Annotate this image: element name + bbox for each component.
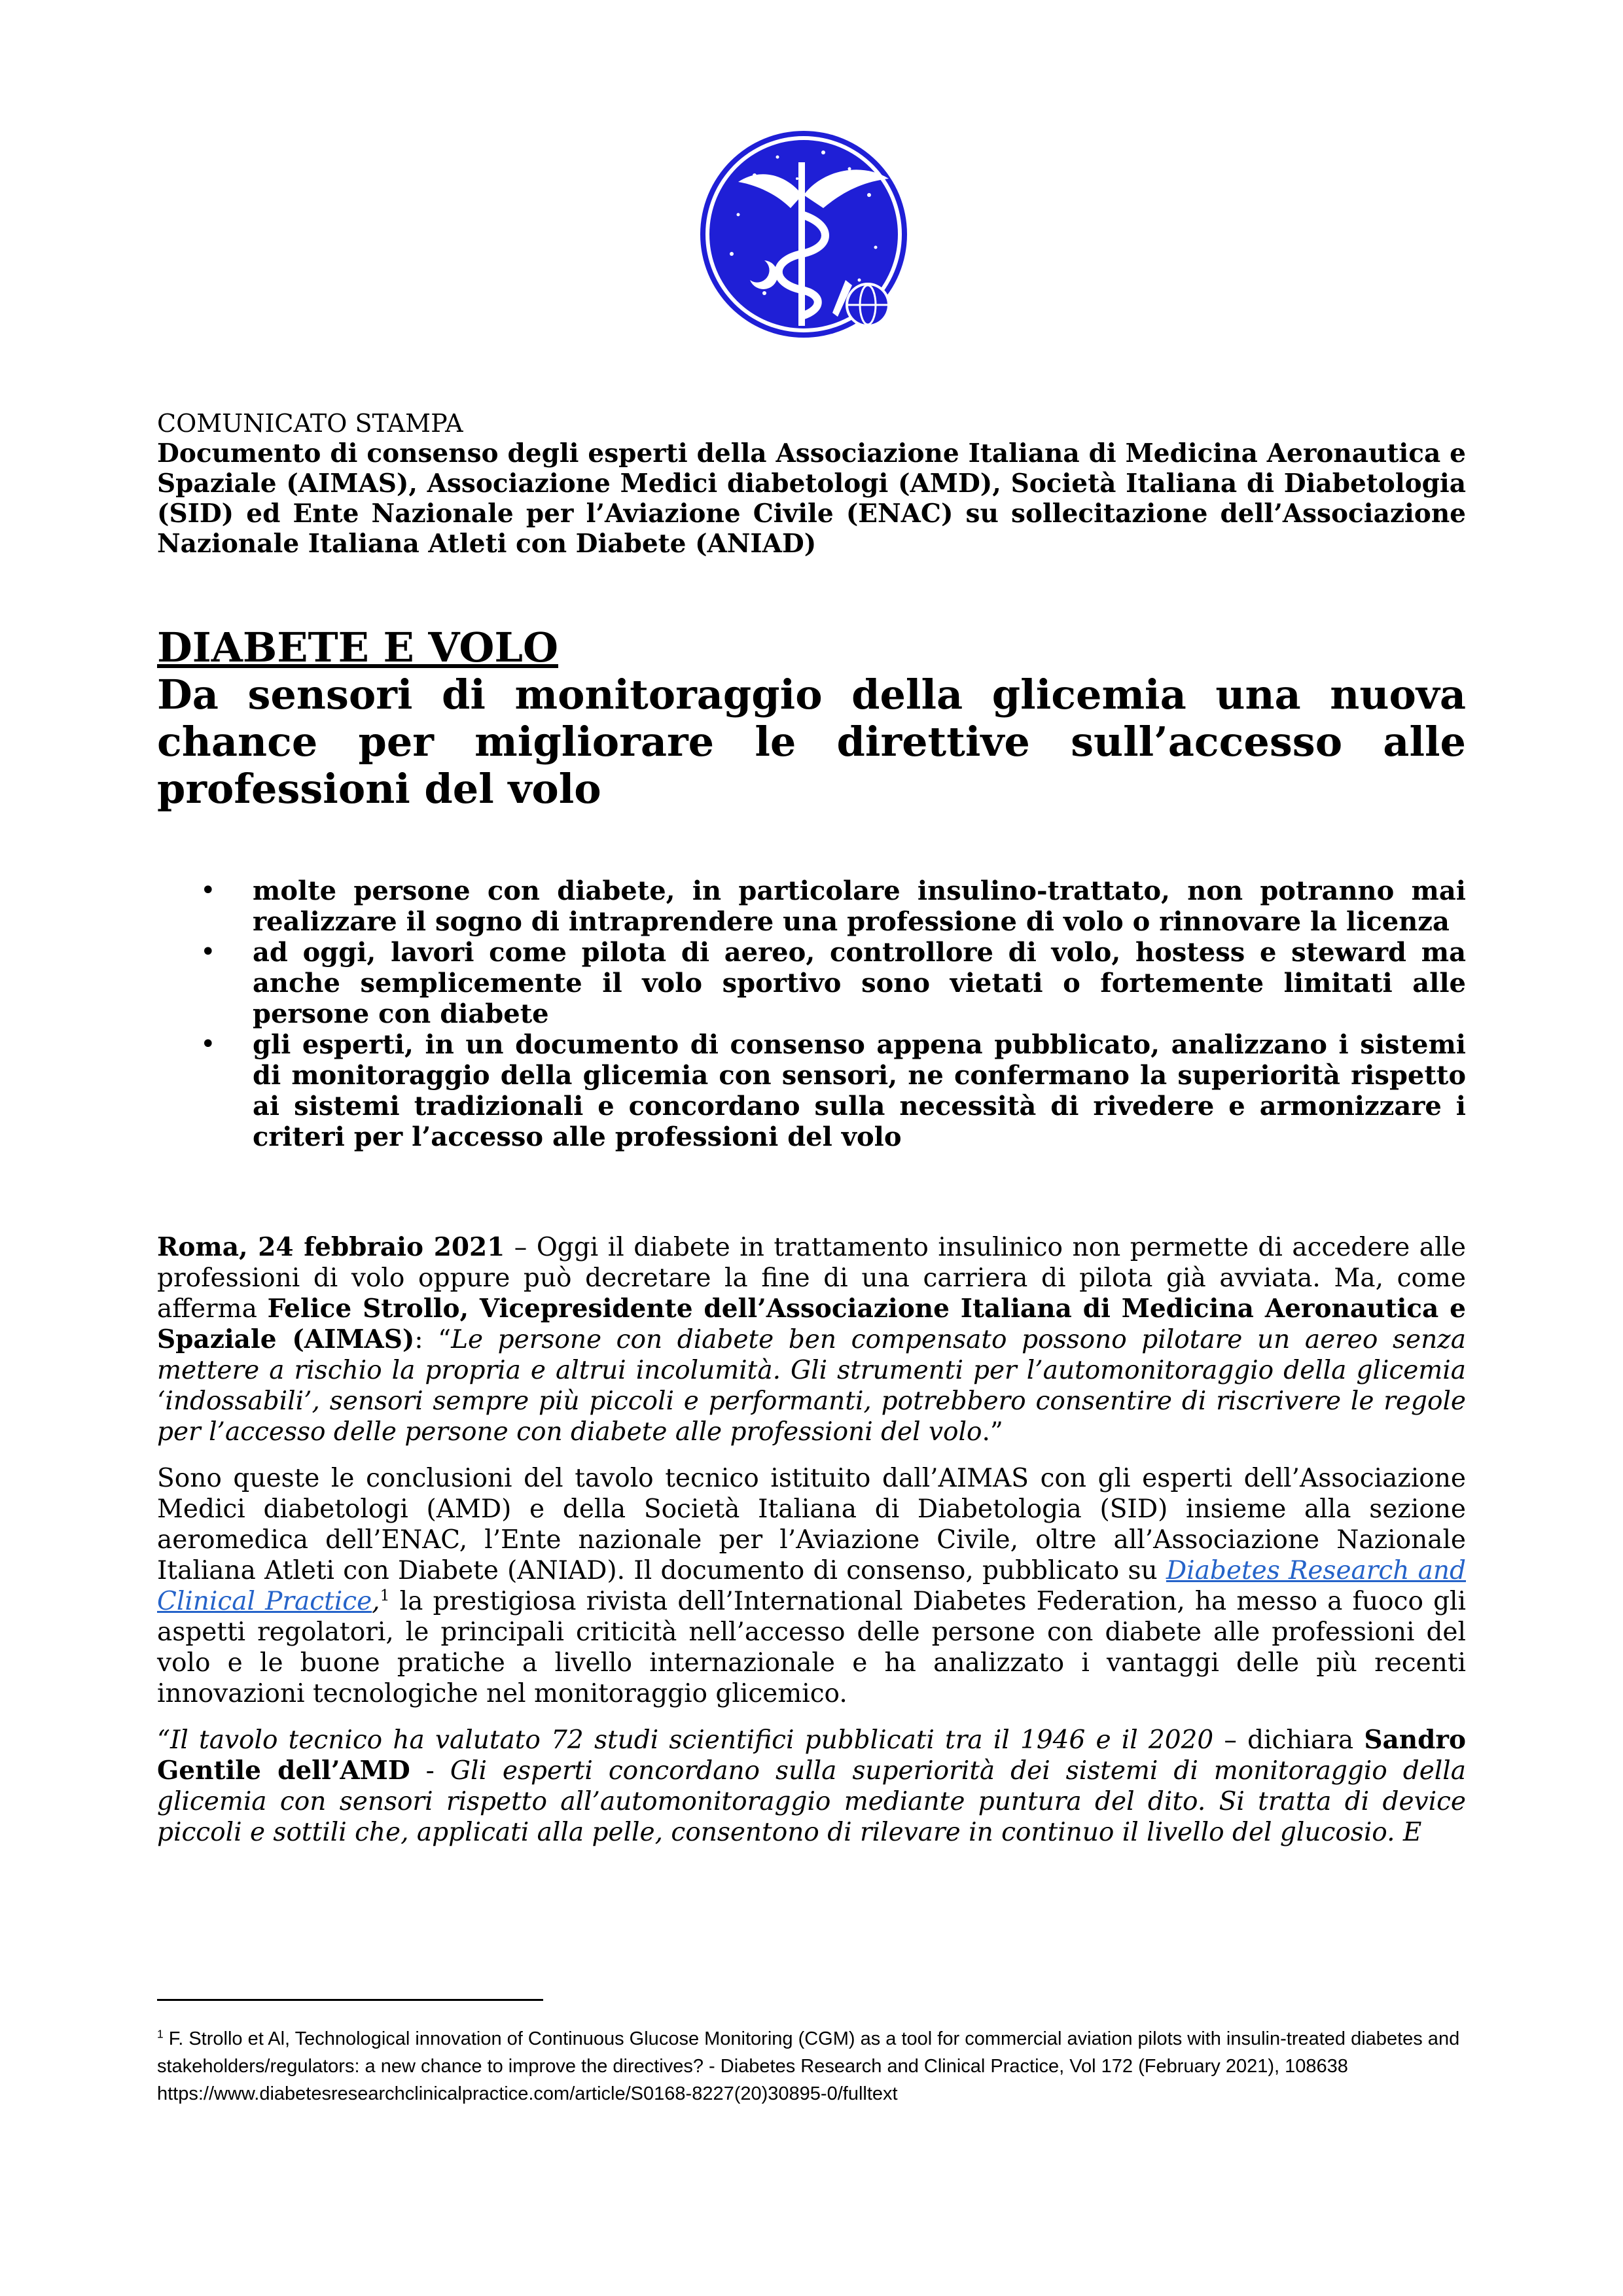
paragraph-text: - — [410, 1756, 450, 1786]
quote: “Il tavolo tecnico ha valutato 72 studi scientifici pubblicati tra il 1946 e il 2020 — [157, 1725, 1214, 1755]
paragraph-2 — [157, 1463, 1466, 1709]
speaker-name: Sandro Gentile dell’AMD — [157, 1725, 1466, 1786]
footnote — [157, 2025, 1466, 2108]
bullet-marker: • — [200, 1029, 216, 1059]
paragraph-text: – dichiara — [1213, 1725, 1364, 1755]
press-release-content — [157, 408, 1466, 1848]
footnote-text: F. Strollo et Al, Technological innovation of Continuous Glucose Monitoring (CGM) as a tool for commercial aviation pilots with insulin-treated diabetes and stakeholders/regulators: a new chance to improve the directives? - Diabetes Research and Clinical Practice, Vol 172 (February 2021), 108638 https://www.diabetesresearchclinicalpractice.com/article/S0168-8227(20)30895-0/fulltext — [157, 2028, 1460, 2104]
press-release-subhead: Documento di consenso degli esperti della Associazione Italiana di Medicina Aeronautica e Spaziale (AIMAS), Associazione Medici diabetologi (AMD), Società Italiana di Diabetologia (SID) ed Ente Nazionale per l’Aviazione Civile (ENAC) su sollecitazione dell’Associazione Nazionale Italiana Atleti con Diabete (ANIAD) — [157, 438, 1466, 559]
bullet-text: molte persone con diabete, in particolare insulino-trattato, non potranno mai realizzare il sogno di intraprendere una professione di volo o rinnovare la licenza — [253, 875, 1466, 937]
footnote-divider — [157, 1999, 543, 2001]
paragraph-3 — [157, 1725, 1466, 1848]
list-item — [200, 937, 1466, 1029]
paragraph-text: : “ — [414, 1325, 452, 1354]
journal-link[interactable]: Diabetes Research and Clinical Practice — [157, 1556, 1466, 1616]
paragraph-text: .” — [982, 1417, 1003, 1447]
dateline: Roma, 24 febbraio 2021 — [157, 1232, 505, 1262]
key-points-list — [157, 875, 1466, 1152]
title-block — [157, 624, 1466, 813]
aimas-emblem-icon — [692, 116, 915, 360]
paragraph-text: Sono queste le conclusioni del tavolo tecnico istituito dall’AIMAS con gli esperti dell’Associazione Medici diabetologi (AMD) e della Società Italiana di Diabetologia (SID) insieme alla sezione aeromedica dell’ENAC, l’Ente nazionale per l’Aviazione Civile, oltre all’Associazione Nazionale Italiana Atleti con Diabete (ANIAD). Il documento di consenso, pubblicato su — [157, 1464, 1466, 1585]
list-item — [200, 875, 1466, 937]
footnote-ref[interactable]: 1 — [380, 1586, 390, 1604]
list-item — [200, 1029, 1466, 1152]
press-release-kicker: COMUNICATO STAMPA — [157, 409, 463, 438]
bullet-marker: • — [200, 875, 216, 906]
paragraph-1 — [157, 1232, 1466, 1447]
bullet-marker: • — [200, 937, 216, 967]
paragraph-text: – Oggi il diabete in trattamento insulinico non permette di accedere alle professioni di volo oppure può decretare la fine di una carriera di pilota già avviata. Ma, come afferma — [157, 1233, 1466, 1324]
paragraph-text: , — [372, 1587, 380, 1616]
paragraph-text: la prestigiosa rivista dell’International Diabetes Federation, ha messo a fuoco gli aspetti regolatori, le principali criticità nell’accesso delle persone con diabete alle professioni del volo e le buone pratiche a livello internazionale e ha analizzato i vantaggi delle più recenti innovazioni tecnologiche nel monitoraggio glicemico. — [157, 1587, 1466, 1708]
quote: Le persone con diabete ben compensato possono pilotare un aereo senza mettere a rischio la propria e altrui incolumità. Gli strumenti per l’automonitoraggio della glicemia ‘indossabili’, sensori sempre più piccoli e performanti, potrebbero consentire di riscrivere le regole per l’accesso delle persone con diabete alle professioni del volo — [157, 1325, 1466, 1447]
headline: Da sensori di monitoraggio della glicemia una nuova chance per migliorare le direttive sull’accesso alle professioni del volo — [157, 671, 1466, 813]
quote: Gli esperti concordano sulla superiorità dei sistemi di monitoraggio della glicemia con sensori rispetto all’automonitoraggio mediante puntura del dito. Si tratta di device piccoli e sottili che, applicati alla pelle, consentono di rilevare in continuo il livello del glucosio. E — [157, 1756, 1466, 1847]
bullet-text: gli esperti, in un documento di consenso appena pubblicato, analizzano i sistemi di monitoraggio della glicemia con sensori, ne confermano la superiorità rispetto ai sistemi tradizionali e concordano sulla necessità di rivedere e armonizzare i criteri per l’accesso alle professioni del volo — [253, 1029, 1466, 1152]
bullet-text: ad oggi, lavori come pilota di aereo, controllore di volo, hostess e steward ma anche semplicemente il volo sportivo sono vietati o fortemente limitati alle persone con diabete — [253, 937, 1466, 1029]
speaker-name: Felice Strollo, Vicepresidente dell’Associazione Italiana di Medicina Aeronautica e Spaziale (AIMAS) — [157, 1294, 1466, 1354]
footnote-number: 1 — [157, 2027, 164, 2041]
page-title: DIABETE E VOLO — [157, 624, 558, 671]
